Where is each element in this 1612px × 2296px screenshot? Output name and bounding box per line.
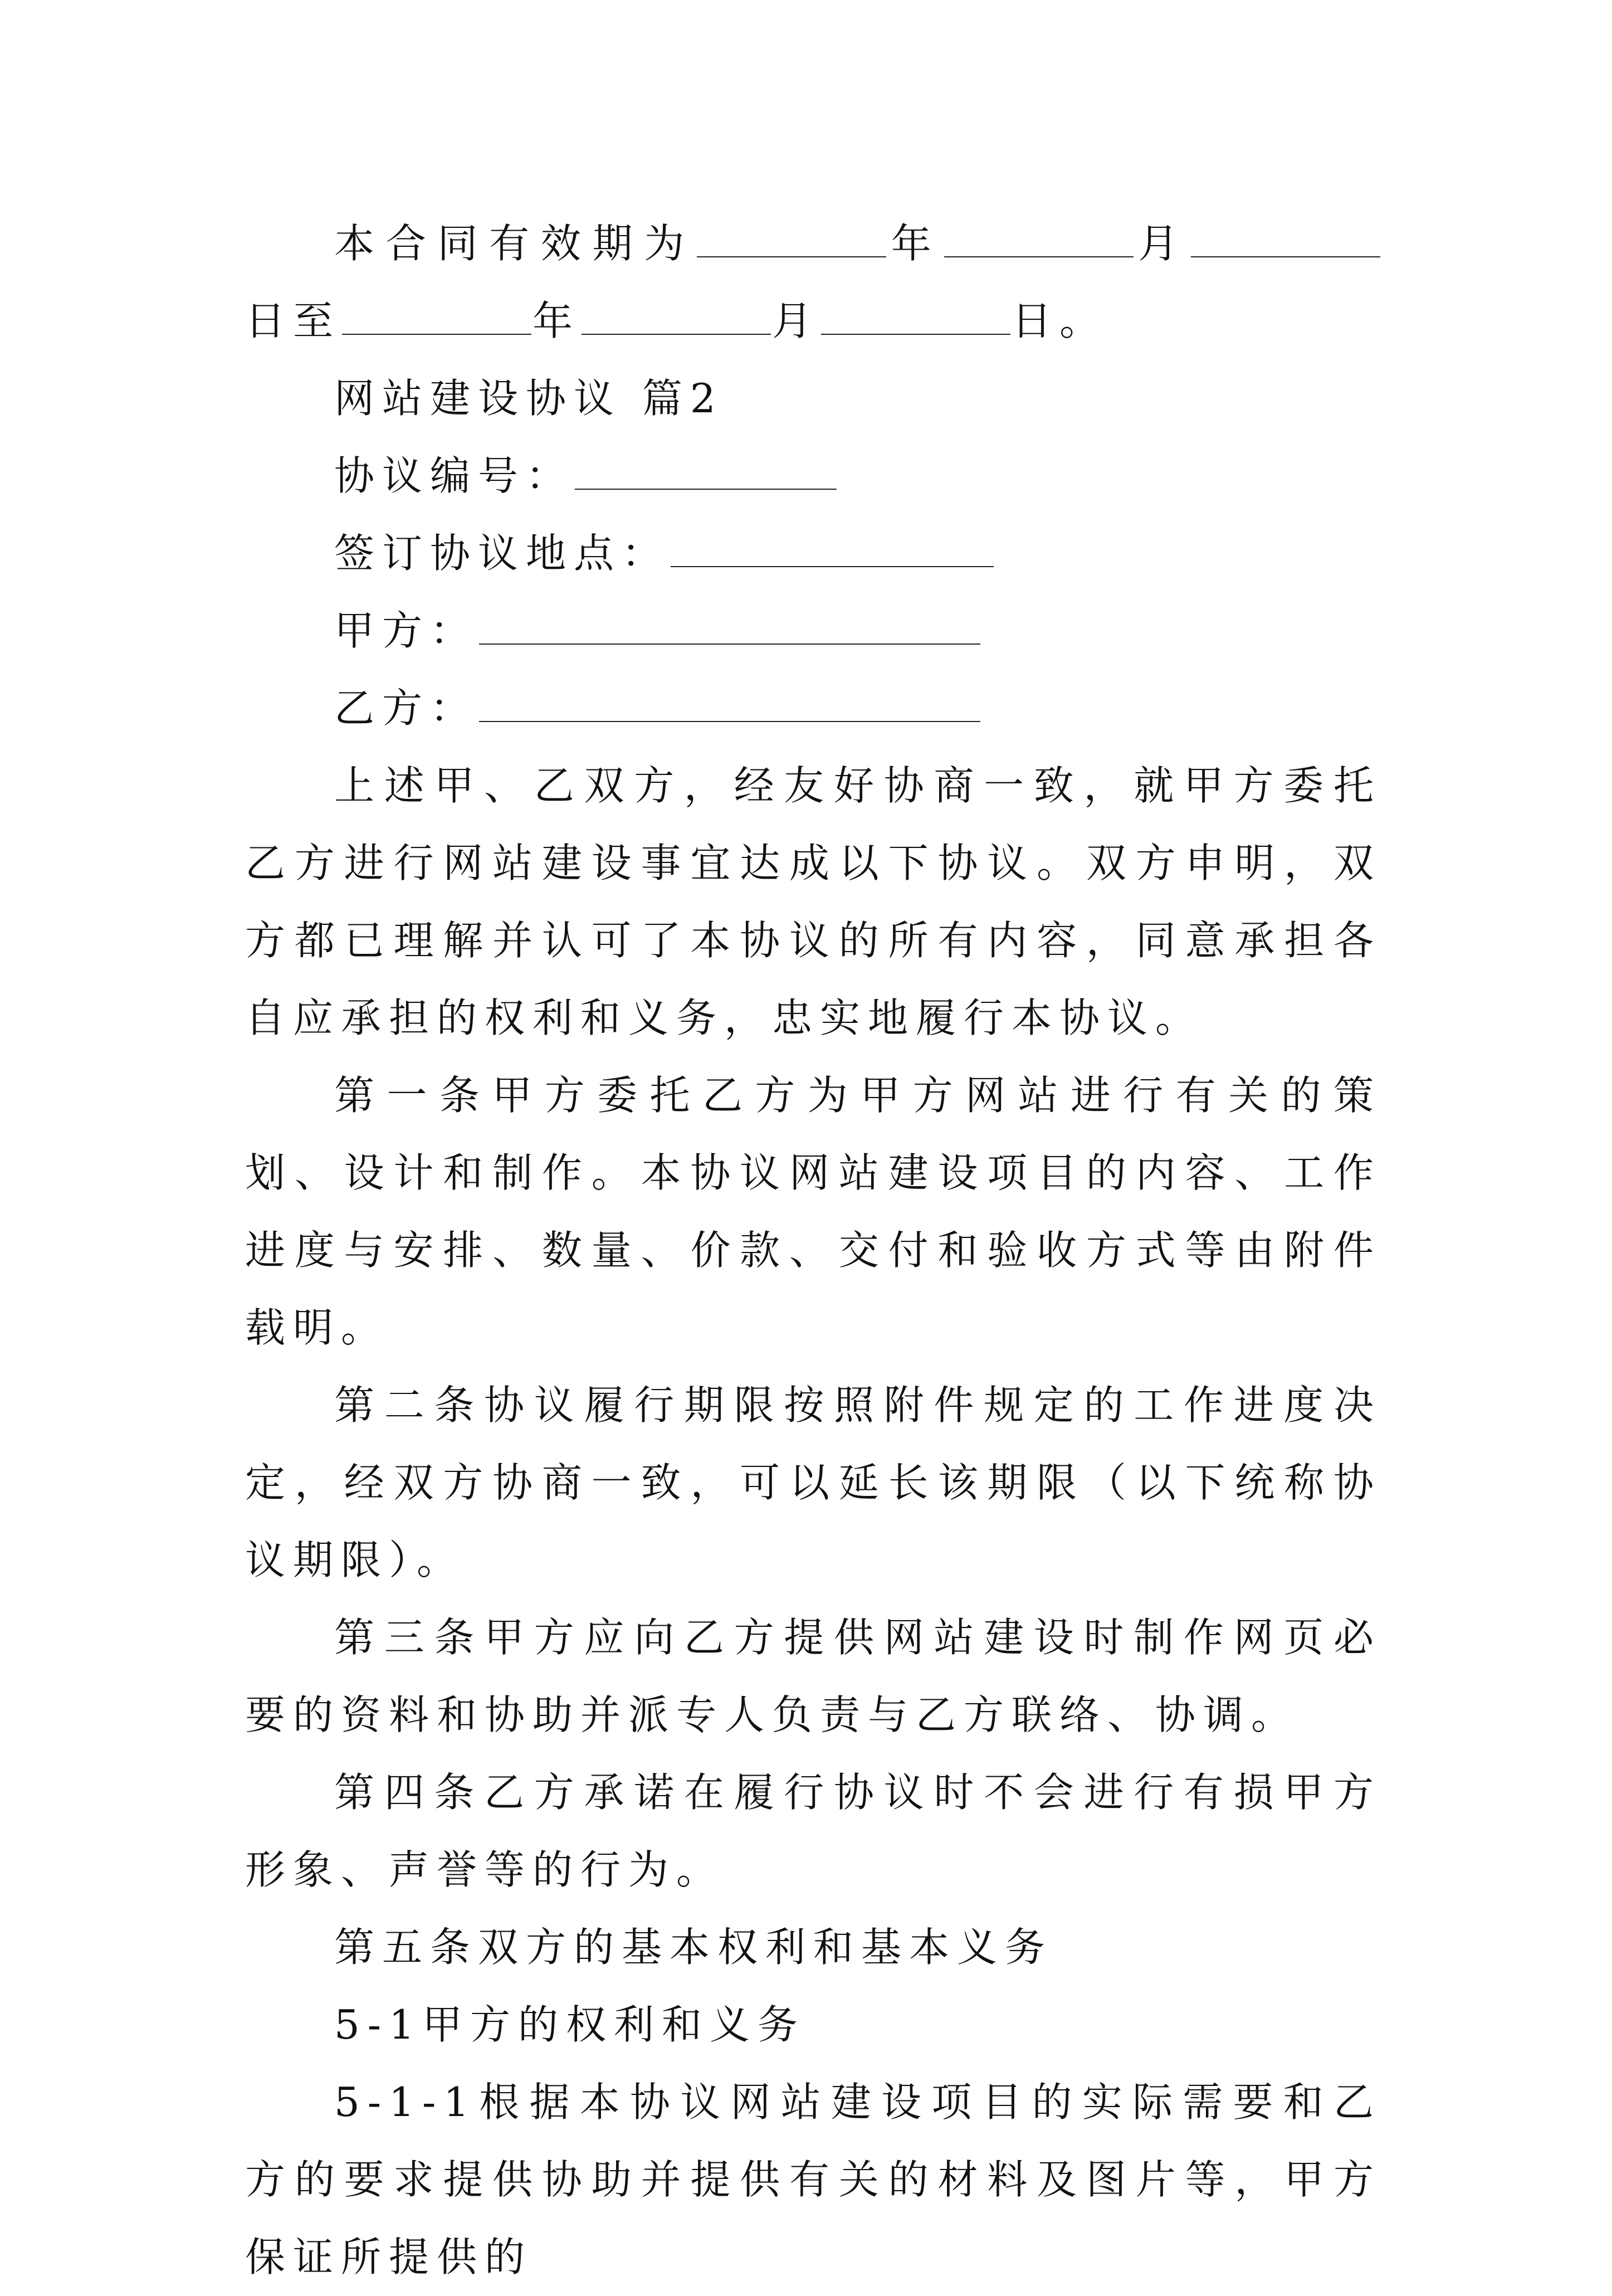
agreement-number-row [245, 437, 1381, 515]
party-b-blank [479, 693, 980, 722]
start-year-unit: 年 [887, 220, 943, 267]
start-day-unit: 日 [245, 298, 294, 344]
article-5-heading: 第五条双方的基本权利和基本义务 [334, 1924, 1053, 1971]
article-4-paragraph: 第四条乙方承诺在履行协议时不会进行有损甲方形象、声誉等的行为。 [245, 1769, 1381, 1893]
party-a-blank [479, 616, 980, 645]
start-month-blank [944, 228, 1134, 257]
end-month-blank [582, 306, 771, 335]
section-title: 网站建设协议 篇2 [334, 375, 724, 422]
end-day-unit: 日。 [1012, 298, 1108, 344]
end-month-unit: 月 [772, 298, 820, 344]
party-a-label: 甲方： [334, 607, 478, 654]
start-day-blank [1191, 228, 1380, 257]
article-2-paragraph: 第二条协议履行期限按照附件规定的工作进度决定，经双方协商一致，可以延长该期限（以下统称协议期限）。 [245, 1382, 1381, 1583]
document-body [245, 205, 1381, 2296]
agreement-number-label: 协议编号： [334, 452, 574, 499]
article-3-paragraph: 第三条甲方应向乙方提供网站建设时制作网页必要的资料和协助并派专人负责与乙方联络、协调。 [245, 1614, 1381, 1738]
preamble-paragraph: 上述甲、乙双方，经友好协商一致，就甲方委托乙方进行网站建设事宜达成以下协议。双方申明，双方都已理解并认可了本协议的所有内容，同意承担各自应承担的权利和义务，忠实地履行本协议。 [245, 762, 1381, 1041]
start-year-blank [697, 228, 886, 257]
party-a-row [245, 592, 1381, 670]
validity-to-text: 至 [293, 298, 341, 344]
validity-period-paragraph [245, 205, 1381, 360]
signing-location-label: 签订协议地点： [334, 530, 670, 577]
clause-5-1-heading: 5-1甲方的权利和义务 [334, 2001, 805, 2048]
validity-lead-text: 本合同有效期为 [334, 220, 696, 267]
start-month-unit: 月 [1134, 220, 1190, 267]
end-year-unit: 年 [533, 298, 581, 344]
end-day-blank [821, 306, 1010, 335]
end-year-blank [342, 306, 531, 335]
party-b-label: 乙方： [334, 685, 478, 732]
signing-location-blank [671, 538, 994, 567]
clause-5-1-1-paragraph: 5-1-1根据本协议网站建设项目的实际需要和乙方的要求提供协助并提供有关的材料及图片等，甲方保证所提供的 [245, 2079, 1381, 2280]
signing-location-row [245, 515, 1381, 592]
agreement-number-blank [575, 461, 837, 490]
article-1-paragraph: 第一条甲方委托乙方为甲方网站进行有关的策划、设计和制作。本协议网站建设项目的内容、工作进度与安排、数量、价款、交付和验收方式等由附件载明。 [245, 1072, 1381, 1351]
party-b-row [245, 670, 1381, 747]
